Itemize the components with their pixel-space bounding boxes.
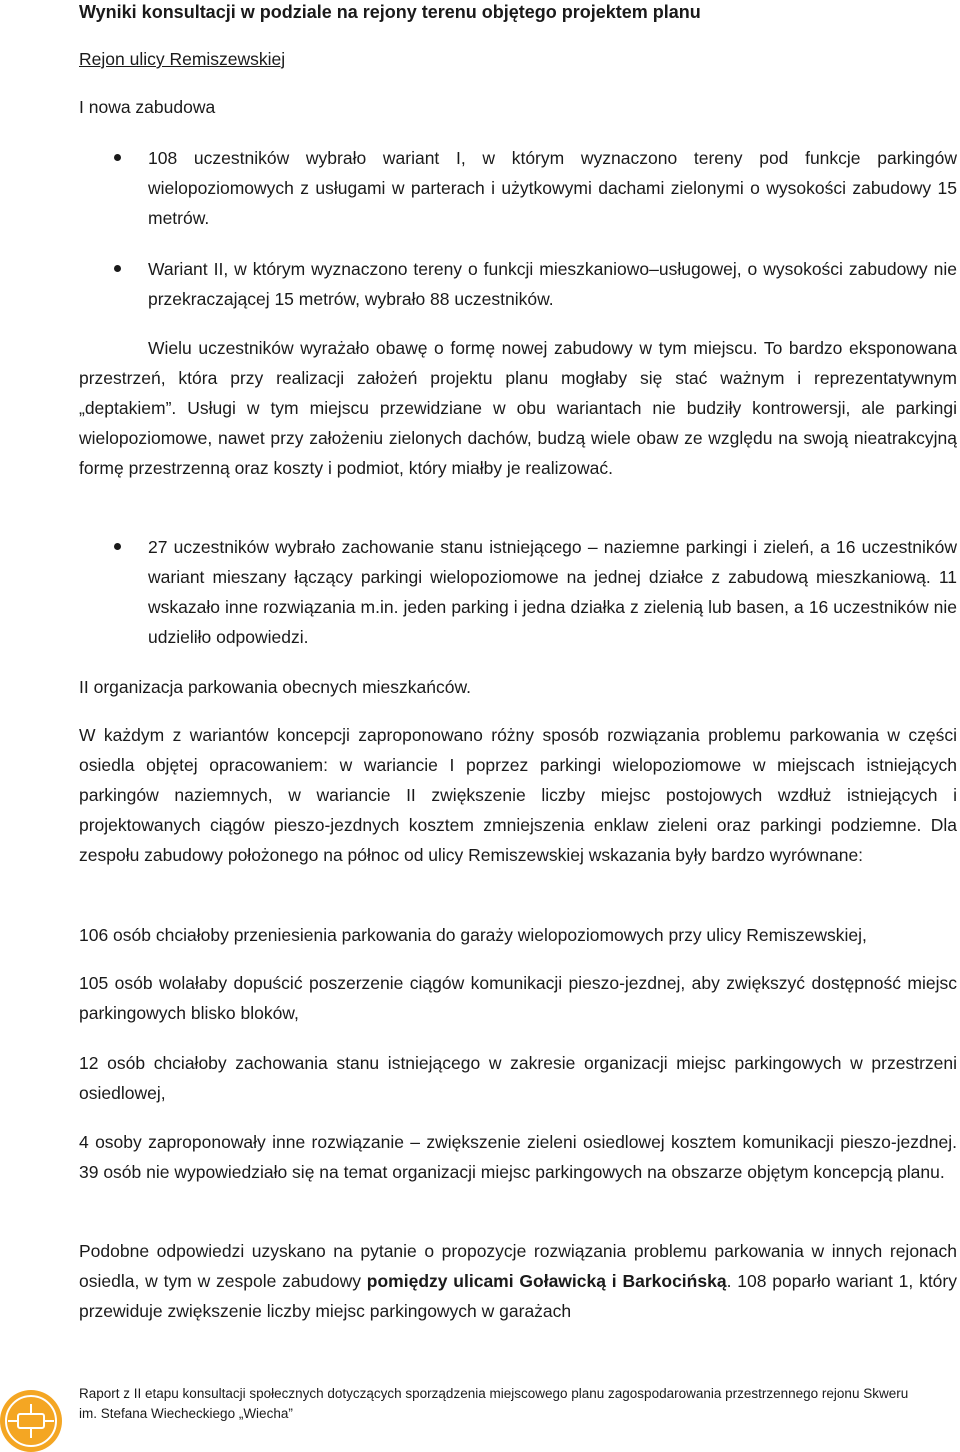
list-item <box>79 254 957 314</box>
list-item <box>79 143 957 233</box>
list-item-text: 27 uczestników wybrało zachowanie stanu istniejącego – naziemne parkingi i zieleń, a 16 uczestników wariant mieszany łączący parkingi wielopoziomowe na jednej działce z zabudową mieszkaniową. 11 wskazało inne rozwiązania m.in. jeden parking i jedna działka z zielenią lub basen, a 16 uczestników nie udzieliło odpowiedzi. <box>148 537 957 647</box>
footer-line: Raport z II etapu konsultacji społecznych dotyczących sporządzenia miejscowego planu zagospodarowania przestrzennego rejonu Skweru <box>79 1386 909 1401</box>
page-footer <box>0 1382 960 1436</box>
paragraph: Wielu uczestników wyrażało obawę o formę nowej zabudowy w tym miejscu. To bardzo eksponowana przestrzeń, która przy realizacji założeń projektu planu mogłaby się stać ważnym i reprezentatywnym „deptakiem”. Usługi w tym miejscu przewidziane w obu wariantach nie budziły kontrowersji, ale parkingi wielopoziomowe, nawet przy założeniu zielonych dachów, budzą wiele obaw ze względu na swoją nieatrakcyjną formę przestrzenną oraz koszty i podmiot, który miałby je realizować. <box>79 338 957 478</box>
document-title: Wyniki konsultacji w podziale na rejony terenu objętego projektem planu <box>79 2 701 22</box>
paragraph: 12 osób chciałoby zachowania stanu istniejącego w zakresie organizacji miejsc parkingowych w przestrzeni osiedlowej, <box>79 1053 957 1103</box>
list-item-text: 108 uczestników wybrało wariant I, w którym wyznaczono tereny pod funkcje parkingów wielopoziomowych z usługami w parterach i użytkowymi dachami zielonymi o wysokości zabudowy 15 metrów. <box>148 148 957 228</box>
paragraph <box>79 1236 957 1326</box>
paragraph: W każdym z wariantów koncepcji zaproponowano różny sposób rozwiązania problemu parkowania w części osiedla objętej opracowaniem: w wariancie I poprzez parkingi wielopoziomowe w miejscach istniejących parkingów naziemnych, w wariancie II zwiększenie liczby miejsc postojowych wzdłuż istniejących i projektowanych ciągów pieszo-jezdnych kosztem zmniejszenia enklaw zieleni oraz parkingi podziemne. Dla zespołu zabudowy położonego na północ od ulicy Remiszewskiej wskazania były bardzo wyrównane: <box>79 725 957 865</box>
section-heading-parking: II organizacja parkowania obecnych mieszkańców. <box>79 677 472 697</box>
bullet-icon <box>114 543 121 550</box>
paragraph-text: Podobne odpowiedzi uzyskano na pytanie o propozycje rozwiązania problemu parkowania w innych rejonach osiedla, w tym w zespole zabudowy <box>79 1241 957 1291</box>
paragraph: 4 osoby zaproponowały inne rozwiązanie – zwiększenie zieleni osiedlowej kosztem komunikacji pieszo-jezdnej. 39 osób nie wypowiedziało się na temat organizacji miejsc parkingowych na obszarze objętym koncepcją planu. <box>79 1132 957 1182</box>
footer-text <box>79 1384 908 1424</box>
paragraph-text: . 108 poparło wariant 1, który przewiduje zwiększenie liczby miejsc parkingowych w garażach <box>79 1271 957 1321</box>
paragraph: 106 osób chciałoby przeniesienia parkowania do garaży wielopoziomowych przy ulicy Remiszewskiej, <box>79 925 867 945</box>
region-heading: Rejon ulicy Remiszewskiej <box>79 49 286 69</box>
list-item-text: Wariant II, w którym wyznaczono tereny o funkcji mieszkaniowo–usługowej, o wysokości zabudowy nie przekraczającej 15 metrów, wybrało 88 uczestników. <box>148 259 957 309</box>
paragraph-bold-text: pomiędzy ulicami Goławicką i Barkocińską <box>366 1271 727 1291</box>
bullet-icon <box>114 265 121 272</box>
footer-line: im. Stefana Wiecheckiego „Wiecha” <box>79 1406 293 1421</box>
section-heading-new-buildings: I nowa zabudowa <box>79 97 216 117</box>
paragraph: 105 osób wolałaby dopuścić poszerzenie ciągów komunikacji pieszo-jezdnej, aby zwiększyć dostępność miejsc parkingowych blisko bloków, <box>79 973 957 1023</box>
orange-circle-logo-icon <box>0 1390 62 1452</box>
bullet-icon <box>114 154 121 161</box>
list-item <box>79 532 957 652</box>
